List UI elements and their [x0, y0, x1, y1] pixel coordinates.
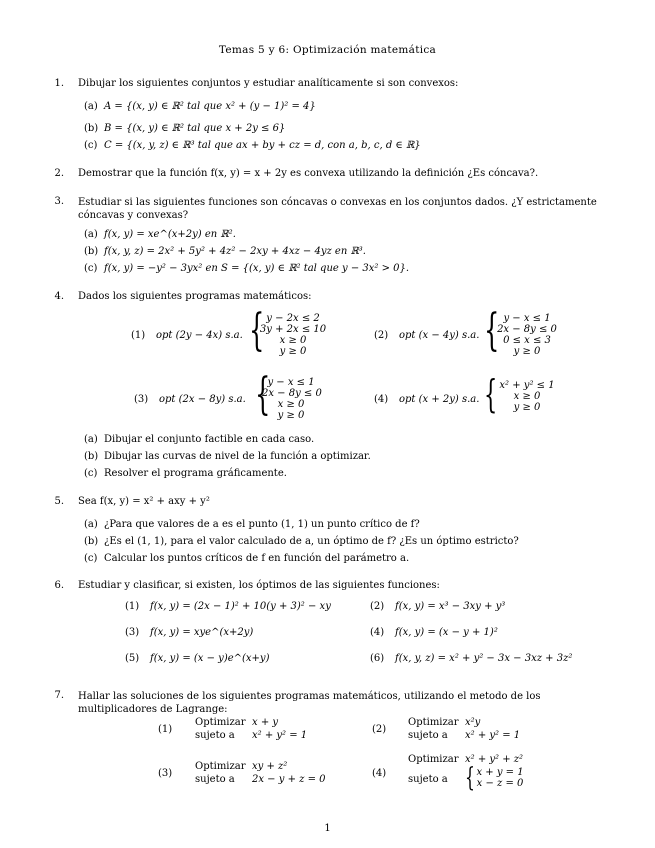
constraint: x + y = 1 — [476, 767, 524, 778]
item-label: (b) — [84, 536, 99, 547]
constraint: y − 2x ≤ 2 — [266, 313, 320, 324]
item-label: (c) — [84, 263, 98, 274]
page-number: 1 — [324, 823, 331, 834]
item-text: f(x, y, z) = 2x² + 5y² + 4z² − 2xy + 4xz − 4yz en ℝ³. — [104, 246, 366, 257]
item-label: (a) — [84, 434, 98, 445]
exercise-number: 6. — [54, 580, 64, 591]
constraint: y ≥ 0 — [513, 346, 541, 357]
exercise-number: 2. — [54, 168, 64, 179]
program-objective: opt (2y − 4x) s.a. — [156, 330, 243, 341]
function-label: (3) — [125, 627, 140, 638]
item-label: (b) — [84, 123, 99, 134]
function-label: (5) — [125, 653, 140, 664]
constraint: x ≥ 0 — [277, 399, 305, 410]
objective-expr: x² + y² + z² — [465, 754, 524, 765]
program-label: (2) — [372, 724, 387, 735]
program-objective: opt (2x − 8y) s.a. — [159, 394, 246, 405]
exercise-number: 3. — [54, 196, 64, 207]
constraint: y − x ≤ 1 — [503, 313, 551, 324]
function-expr: f(x, y) = x³ − 3xy + y³ — [395, 601, 506, 612]
constraint-expr: x² + y² = 1 — [252, 730, 308, 741]
item-label: (c) — [84, 140, 98, 151]
constraint-expr: x² + y² = 1 — [465, 730, 521, 741]
exercise-number: 4. — [54, 291, 64, 302]
subject-to-label: sujeto a — [408, 774, 448, 785]
optimize-label: Optimizar — [408, 717, 459, 728]
function-expr: f(x, y) = (2x − 1)² + 10(y + 3)² − xy — [150, 601, 331, 612]
exercise-statement: Sea f(x, y) = x² + axy + y² — [78, 496, 210, 507]
objective-expr: x + y — [252, 717, 279, 728]
constraint: 3y + 2x ≤ 10 — [259, 324, 327, 335]
exercise-statement: Hallar las soluciones de los siguientes programas matemáticos, utilizando el metodo de los multiplicadores de Lagrange: — [78, 691, 541, 715]
constraint: x² + y² ≤ 1 — [499, 380, 555, 391]
exercise-statement: Estudiar si las siguientes funciones son cóncavas o convexas en los conjuntos dados. ¿Y estrictamente cóncavas y convexas? — [78, 197, 597, 221]
constraint-system — [262, 377, 320, 421]
program-label: (1) — [158, 724, 173, 735]
constraint: y − x ≤ 1 — [267, 377, 315, 388]
brace: { — [484, 305, 500, 356]
function-label: (6) — [370, 653, 385, 664]
program-objective: opt (x + 2y) s.a. — [399, 394, 480, 405]
constraint-system — [492, 380, 562, 413]
item-text: B = {(x, y) ∈ ℝ² tal que x + 2y ≤ 6} — [104, 123, 286, 134]
brace: { — [249, 305, 265, 356]
function-expr: f(x, y) = xye^(x+2y) — [150, 627, 254, 638]
optimize-label: Optimizar — [195, 717, 246, 728]
program-objective: opt (x − 4y) s.a. — [399, 330, 480, 341]
program-label: (1) — [131, 330, 146, 341]
constraint-expr: 2x − y + z = 0 — [252, 774, 326, 785]
objective-expr: x²y — [465, 717, 481, 728]
subject-to-label: sujeto a — [195, 730, 235, 741]
item-label: (b) — [84, 451, 99, 462]
item-text: Resolver el programa gráficamente. — [104, 468, 287, 479]
objective-expr: xy + z² — [252, 761, 288, 772]
item-text: f(x, y) = −y² − 3yx² en S = {(x, y) ∈ ℝ² tal que y − 3x² > 0}. — [104, 263, 410, 274]
item-label: (b) — [84, 246, 99, 257]
subject-to-label: sujeto a — [408, 730, 448, 741]
item-label: (a) — [84, 101, 98, 112]
optimize-label: Optimizar — [408, 754, 459, 765]
item-text: f(x, y) = xe^(x+2y) en ℝ². — [104, 229, 236, 240]
function-expr: f(x, y) = (x − y)e^(x+y) — [150, 653, 270, 664]
constraint: y ≥ 0 — [277, 410, 305, 421]
item-text: Dibujar el conjunto factible en cada caso. — [104, 434, 315, 445]
constraint-system — [258, 313, 328, 357]
exercise-statement: Demostrar que la función f(x, y) = x + 2y es convexa utilizando la definición ¿Es cóncava?. — [78, 168, 539, 179]
program-label: (3) — [134, 394, 149, 405]
constraint: x − z = 0 — [476, 778, 524, 789]
function-label: (4) — [370, 627, 385, 638]
function-label: (2) — [370, 601, 385, 612]
exercise-number: 7. — [54, 690, 64, 701]
brace: { — [255, 369, 271, 420]
constraint-system — [473, 767, 527, 789]
exercise-statement: Estudiar y clasificar, si existen, los óptimos de las siguientes funciones: — [78, 580, 440, 591]
item-text: ¿Es el (1, 1), para el valor calculado de a, un óptimo de f? ¿Es un óptimo estricto? — [104, 536, 519, 547]
item-text: Dibujar las curvas de nivel de la función a optimizar. — [104, 451, 371, 462]
function-expr: f(x, y) = (x − y + 1)² — [395, 627, 498, 638]
constraint: y ≥ 0 — [513, 402, 541, 413]
exercise-number: 1. — [54, 78, 64, 89]
exercise-statement: Dados los siguientes programas matemáticos: — [78, 291, 312, 302]
page-title: Temas 5 y 6: Optimización matemática — [218, 44, 437, 56]
optimize-label: Optimizar — [195, 761, 246, 772]
item-label: (c) — [84, 553, 98, 564]
brace: { — [484, 372, 498, 416]
item-label: (a) — [84, 229, 98, 240]
program-label: (3) — [158, 768, 173, 779]
item-text: Calcular los puntos críticos de f en función del parámetro a. — [104, 553, 410, 564]
item-label: (c) — [84, 468, 98, 479]
constraint-system — [492, 313, 562, 357]
constraint: y ≥ 0 — [279, 346, 307, 357]
constraint: 2x − 8y ≤ 0 — [497, 324, 557, 335]
constraint: 2x − 8y ≤ 0 — [262, 388, 322, 399]
exercise-number: 5. — [54, 496, 64, 507]
function-label: (1) — [125, 601, 140, 612]
subject-to-label: sujeto a — [195, 774, 235, 785]
item-text: ¿Para que valores de a es el punto (1, 1) un punto crítico de f? — [104, 519, 420, 530]
item-text: A = {(x, y) ∈ ℝ² tal que x² + (y − 1)² = 4} — [104, 101, 316, 112]
constraint: x ≥ 0 — [279, 335, 307, 346]
program-label: (4) — [372, 768, 387, 779]
item-label: (a) — [84, 519, 98, 530]
exercise-statement: Dibujar los siguientes conjuntos y estudiar analíticamente si son convexos: — [78, 78, 459, 89]
brace: { — [465, 763, 475, 793]
function-expr: f(x, y, z) = x² + y² − 3x − 3xz + 3z² — [395, 653, 573, 664]
constraint: x ≥ 0 — [513, 391, 541, 402]
program-label: (2) — [374, 330, 389, 341]
item-text: C = {(x, y, z) ∈ ℝ³ tal que ax + by + cz = d, con a, b, c, d ∈ ℝ} — [104, 140, 421, 151]
program-label: (4) — [374, 394, 389, 405]
constraint: 0 ≤ x ≤ 3 — [503, 335, 551, 346]
